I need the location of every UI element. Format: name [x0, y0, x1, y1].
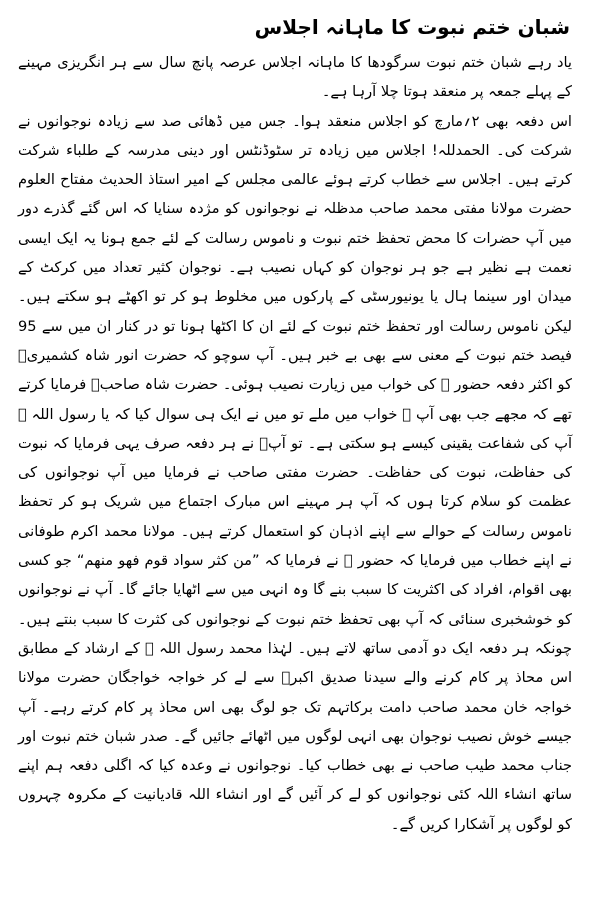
article-title: شبان ختم نبوت کا ماہانہ اجلاس [254, 15, 570, 39]
paragraph-intro: یاد رہے شبان ختم نبوت سرگودھا کا ماہانہ اجلاس عرصہ پانچ سال سے ہر انگریزی مہینے کے پہلے جمعہ پر منعقد ہوتا چلا آرہا ہے۔ [18, 54, 572, 101]
paragraph-main: اس دفعہ بھی ۲؍مارچ کو اجلاس منعقد ہوا۔ جس میں ڈھائی صد سے زیادہ نوجوانوں نے شرکت کی۔ الحمدللہ! اجلاس میں زیادہ تر سٹوڈنٹس اور دینی مدرسہ کے طلباء شرکت کرتے ہیں۔ اجلاس سے خطاب کرتے ہوئے عالمی مجلس کے امیر استاذ الحدیث مفتاح العلوم حضرت مولانا مفتی محمد صاحب مدظلہ نے نوجوانوں کو مژدہ سنایا کہ اس گئے گذرے دور میں آپ حضرات کا محض تحفظ ختم نبوت و ناموس رسالت کے لئے جمع ہونا یہ ایک ایسی نعمت ہے نظیر ہے جو ہر نوجوان کو کہاں نصیب ہے۔ نوجوان کثیر تعداد میں کرکٹ کے میدان اور سینما ہال یا یونیورسٹی کے پارکوں میں مخلوط ہو کر تو اکھٹے ہو سکتے ہیں۔ لیکن ناموس رسالت اور تحفظ ختم نبوت کے لئے ان کا اکٹھا ہونا تو در کنار ان میں سے 95 فیصد ختم نبوت کے معنی سے بھی بے خبر ہیں۔ آپ سوچو کہ حضرت انور شاہ کشمیریؒ کو اکثر دفعہ حضور ﷺ کی خواب میں زیارت نصیب ہوئی۔ حضرت شاہ صاحبؒ فرمایا کرتے تھے کہ مجھے جب بھی آپ ﷺ خواب میں ملے تو میں نے ایک ہی سوال کیا کہ یا رسول اللہ ﷺ آپ کی شفاعت یقینی کیسے ہو سکتی ہے۔ تو آپؐ نے ہر دفعہ صرف یہی فرمایا کہ نبوت کی حفاظت، نبوت کی حفاظت۔ حضرت مفتی صاحب نے فرمایا میں آپ نوجوانوں کی عظمت کو سلام کرتا ہوں کہ آپ ہر مہینے اس مبارک اجتماع میں شریک ہو کر تحفظ ناموس رسالت کے حوالے سے اپنے اذہان کو استعمال کرتے ہیں۔ مولانا محمد اکرم طوفانی نے اپنے خطاب میں فرمایا کہ حضور ﷺ نے فرمایا کہ ”من کثر سواد قوم فھو منھم“ جو کسی بھی اقوام، افراد کی اکثریت کا سبب بنے گا وہ انہی میں سے اٹھایا جائے گا۔ آپ نے نوجوانوں کو خوشخبری سنائی کہ آپ بھی تحفظ ختم نبوت کے نوجوانوں کی کثرت کا سبب بنتے ہیں۔ چونکہ ہر دفعہ ایک دو آدمی ساتھ لاتے ہیں۔ لہٰذا محمد رسول اللہ ﷺ کے ارشاد کے مطابق اس محاذ پر کام کرنے والے سیدنا صدیق اکبرؓ سے لے کر خواجہ خواجگان حضرت مولانا خواجہ خان محمد صاحب دامت برکاتہم تک جو لوگ بھی اس محاذ پر کام کرتے رہے۔ آپ جیسے خوش نصیب نوجوان بھی انہی لوگوں میں اٹھائے جائیں گے۔ صدر شبان ختم نبوت اور جناب محمد طیب صاحب نے بھی خطاب کیا۔ نوجوانوں نے وعدہ کیا کہ اگلی دفعہ ہم اپنے ساتھ انشاء اللہ کئی نوجوانوں کو لے کر آئیں گے اور انشاء اللہ قادیانیت کے مکروہ چہروں کو لوگوں پر آشکارا کریں گے۔ [18, 112, 572, 833]
article-body [18, 48, 572, 839]
